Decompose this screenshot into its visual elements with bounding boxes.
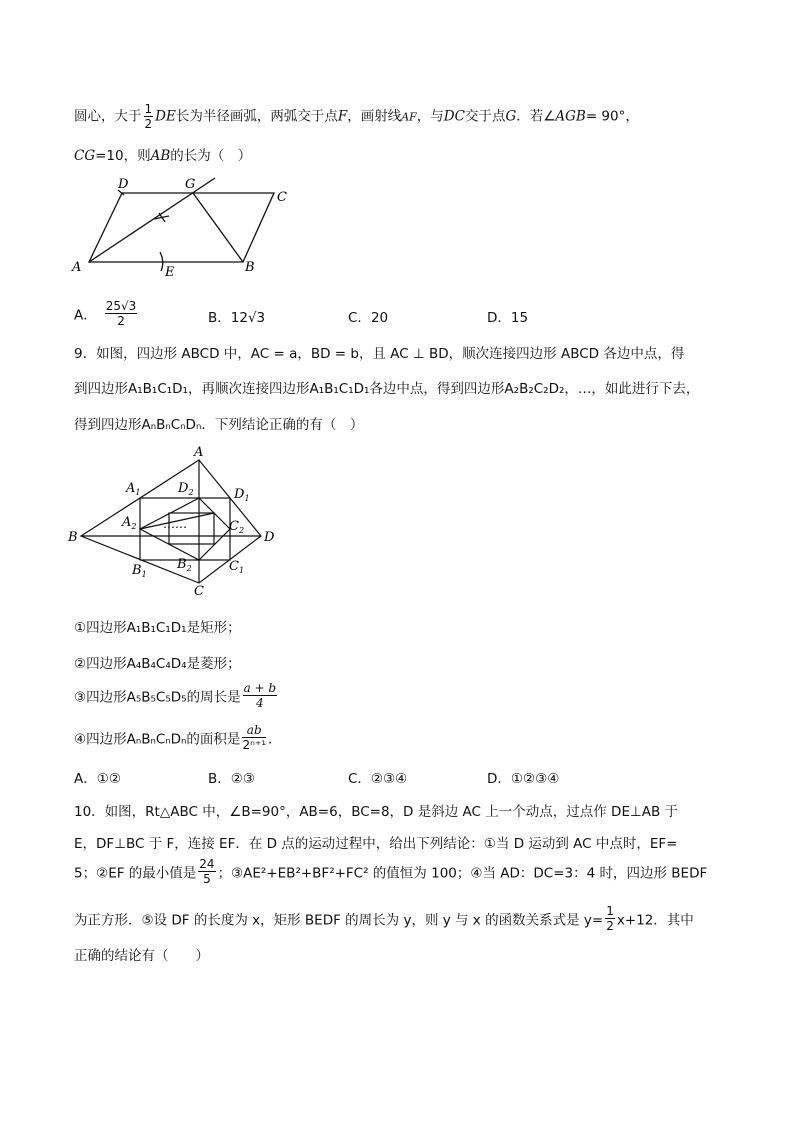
q10-line-3 [74, 858, 707, 885]
q8-option-b[interactable] [208, 306, 265, 326]
frac-num: 1 [606, 904, 614, 918]
area-fraction [242, 724, 266, 751]
label-e: E [165, 265, 175, 280]
half-fraction [144, 103, 154, 130]
q9-option-d[interactable]: D．①②③④ [487, 771, 560, 787]
q9-statement-3 [74, 682, 279, 709]
seg-de: DE [155, 108, 176, 125]
label-c2: $C_2$ [229, 519, 245, 535]
q8-text: = 90°， [585, 108, 639, 125]
frac-den: 5 [203, 872, 211, 886]
frac-den: 2 [144, 117, 153, 131]
angle-agb: AGB [555, 108, 586, 125]
q9-kite-figure [66, 440, 286, 600]
q10-line-5: 正确的结论有（ ） [74, 948, 209, 964]
q8-text: =10，则 [95, 148, 151, 164]
seg-cg: CG [74, 148, 96, 164]
q10-line-2: E，DF⊥BC 于 F，连接 EF．在 D 点的运动过程中，给出下列结论：①当 D 运动到 AC 中点时，EF= [74, 836, 678, 852]
line-text: 为正方形．⑤设 DF 的长度为 x，矩形 BEDF 的周长为 y，则 y 与 x 的函数关系式是 y= [74, 912, 604, 929]
seg-dc: DC [443, 108, 465, 125]
q9-option-c[interactable]: C．②③④ [348, 771, 408, 787]
q9-option-a[interactable]: A．①② [74, 771, 121, 787]
label-d: D [118, 177, 129, 192]
label-b: B [245, 260, 255, 275]
line-text: ；③AE²+EB²+BF²+FC² 的值恒为 100；④当 AD：DC=3：4 时，四边形 BEDF [217, 865, 708, 882]
frac-den: 2 [117, 314, 125, 328]
option-letter: C． [348, 310, 371, 326]
seg-ab: AB [150, 148, 171, 164]
frac-num: 25√3 [105, 299, 137, 313]
label-c: C [277, 190, 287, 205]
q8-option-c[interactable] [348, 306, 388, 326]
option-letter: B． [208, 310, 231, 326]
frac-num: 24 [199, 857, 215, 871]
label-c1: $C_1$ [229, 559, 245, 575]
label-b: B [68, 530, 78, 545]
frac-num: a + b [243, 681, 277, 695]
dots: …… [163, 517, 187, 531]
min-ef-fraction [198, 858, 215, 885]
q10-line-4 [74, 905, 694, 932]
option-text: 20 [370, 310, 389, 326]
option-a-fraction [105, 300, 138, 327]
label-a: A [72, 260, 82, 275]
ray-af: AF [401, 110, 417, 124]
statement-text: ． [268, 731, 282, 748]
q9-line-1: 9．如图，四边形 ABCD 中，AC = a，BD = b，且 AC ⊥ BD，顺次连接四边形 ABCD 各边中点，得 [74, 346, 685, 362]
q8-text: 交于点 [464, 108, 506, 125]
label-a: A [194, 445, 204, 460]
q8-line-2 [74, 144, 251, 164]
q8-parallelogram-figure [66, 168, 296, 280]
q9-option-b[interactable]: B．②③ [208, 771, 255, 787]
point-f: F [337, 108, 348, 125]
half-fraction [605, 905, 615, 932]
q9-statement-4 [74, 724, 282, 751]
label-a1: $A_1$ [126, 481, 141, 497]
label-b1: $B_1$ [132, 563, 147, 579]
q8-option-d[interactable] [487, 306, 528, 326]
frac-num: 1 [144, 102, 153, 116]
frac-den: 2ⁿ⁺¹ [242, 738, 266, 752]
frac-den: 4 [256, 696, 264, 710]
option-text: 12√3 [230, 310, 266, 326]
q8-text: 长为半径画弧，两弧交于点 [175, 108, 338, 125]
q9-line-2: 到四边形A₁B₁C₁D₁，再顺次连接四边形A₁B₁C₁D₁各边中点，得到四边形A₂B₂C₂D₂，…，如此进行下去， [74, 381, 700, 397]
label-d2: $D_2$ [178, 481, 194, 497]
statement-text: ④四边形AₙBₙCₙDₙ的面积是 [74, 731, 241, 748]
label-g: G [185, 177, 196, 192]
frac-num: ab [242, 724, 266, 738]
q8-text: ，画射线 [347, 108, 402, 125]
q8-line-1 [74, 103, 639, 130]
option-letter: A． [74, 307, 97, 324]
q9-statement-1: ①四边形A₁B₁C₁D₁是矩形； [74, 620, 241, 636]
q8-text: ，与 [416, 108, 444, 125]
perimeter-fraction [243, 682, 278, 709]
q9-statement-2: ②四边形A₄B₄C₄D₄是菱形； [74, 656, 241, 672]
q10-line-1: 10．如图，Rt△ABC 中，∠B=90°，AB=6，BC=8，D 是斜边 AC 上一个动点，过点作 DE⊥AB 于 [74, 804, 679, 820]
label-d: D [264, 530, 275, 545]
option-letter: D． [487, 310, 511, 326]
q8-text: 的长为（ ） [170, 148, 252, 164]
label-d1: $D_1$ [234, 487, 250, 503]
q9-line-3: 得到四边形AₙBₙCₙDₙ．下列结论正确的有（ ） [74, 417, 364, 433]
q8-text: ．若∠ [516, 108, 556, 125]
line-text: x+12．其中 [616, 912, 694, 929]
q8-text: 圆心，大于 [74, 108, 142, 125]
label-a2: $A_2$ [122, 515, 137, 531]
point-g: G [505, 108, 517, 125]
line-text: 5；②EF 的最小值是 [74, 865, 197, 882]
statement-text: ③四边形A₅B₅C₅D₅的周长是 [74, 689, 241, 706]
label-b2: $B_2$ [177, 557, 192, 573]
q8-option-a[interactable] [74, 300, 139, 327]
option-text: 15 [510, 310, 529, 326]
label-c: C [194, 584, 204, 599]
frac-den: 2 [606, 919, 614, 933]
